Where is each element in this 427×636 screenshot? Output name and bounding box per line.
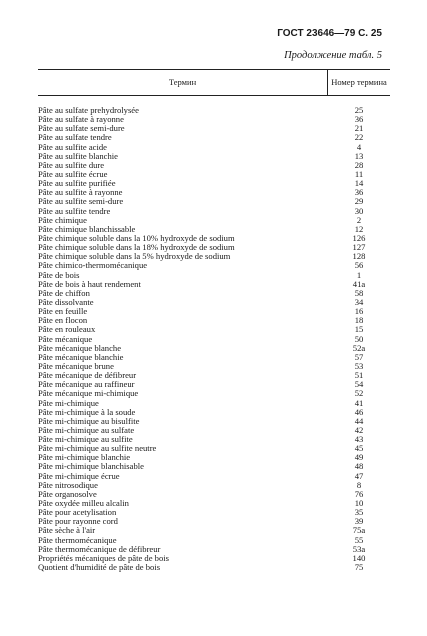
- term-number-cell: 54: [354, 379, 364, 390]
- term-number-cell: 29: [354, 196, 364, 207]
- term-cell: Pâte organosolve: [38, 489, 97, 499]
- term-number-cell: 76: [354, 488, 364, 499]
- term-cell: Pâte mécanique blanchie: [38, 352, 124, 362]
- term-cell: Pâte nitrosodique: [38, 480, 98, 490]
- term-cell: Pâte mécanique au raffineur: [38, 380, 135, 390]
- term-cell: Pâte mi-chimique au sulfite: [38, 435, 133, 445]
- term-cell: Pâte sèche à l'air: [38, 526, 96, 536]
- table-row: [38, 453, 390, 462]
- table-row: [38, 188, 390, 197]
- term-number-cell: 50: [354, 333, 364, 344]
- term-cell: Pâte au sulfite tendre: [38, 206, 111, 216]
- term-number-cell: 46: [354, 406, 364, 417]
- term-number-cell: 55: [354, 534, 364, 545]
- table-row: [38, 526, 390, 535]
- term-cell: Pâte mi-chimique: [38, 398, 99, 408]
- table-row: [38, 371, 390, 380]
- table-row: [38, 362, 390, 371]
- term-number-cell: 1: [356, 269, 362, 280]
- table-row: [38, 152, 390, 161]
- table-row: [38, 234, 390, 243]
- table-row: [38, 389, 390, 398]
- term-cell: Pâte au sulfite blanchie: [38, 151, 118, 161]
- term-cell: Pâte chimique soluble dans la 5% hydroxyde de sodium: [38, 252, 231, 262]
- term-cell: Pâte mi-chimique blanchie: [38, 453, 131, 463]
- term-number-cell: 126: [352, 232, 366, 243]
- term-cell: Pâte mécanique mi-chimique: [38, 389, 139, 399]
- term-number-cell: 30: [354, 205, 364, 216]
- term-cell: Pâte mi-chimique écrue: [38, 471, 120, 481]
- term-number-cell: 140: [352, 552, 366, 563]
- term-number-cell: 25: [354, 105, 364, 115]
- term-cell: Pâte thermomécanique: [38, 535, 117, 545]
- table-row: [38, 170, 390, 179]
- term-cell: Pâte oxydée milleu alcalin: [38, 499, 129, 509]
- term-cell: Pâte mécanique brune: [38, 361, 114, 371]
- term-number-cell: 75: [354, 562, 364, 573]
- table-row: [38, 353, 390, 362]
- term-cell: Pâte mi-chimique au bisulfite: [38, 416, 140, 426]
- term-cell: Pâte pour rayonne cord: [38, 517, 118, 527]
- term-cell: Propriétés mécaniques de pâte de bois: [38, 553, 170, 563]
- table-row: [38, 207, 390, 216]
- term-number-cell: 47: [354, 470, 364, 481]
- table-row: [38, 143, 390, 152]
- table-row: [38, 225, 390, 234]
- term-cell: Pâte mécanique: [38, 334, 93, 344]
- table-row: [38, 508, 390, 517]
- term-number-cell: 13: [354, 150, 364, 161]
- table-row: [38, 481, 390, 490]
- table-row: [38, 344, 390, 353]
- table-row: [38, 435, 390, 444]
- term-cell: Pâte au sulfite écrue: [38, 169, 108, 179]
- term-number-cell: 39: [354, 516, 364, 527]
- table-row: [38, 380, 390, 389]
- table-row: [38, 490, 390, 499]
- term-cell: Pâte au sulfate tendre: [38, 133, 112, 143]
- term-number-cell: 127: [352, 242, 366, 253]
- term-number-cell: 16: [354, 306, 364, 317]
- term-cell: Pâte en rouleaux: [38, 325, 96, 335]
- term-cell: Pâte mi-chimique blanchisable: [38, 462, 144, 472]
- table-row: [38, 545, 390, 554]
- term-cell: Pâte chimique: [38, 215, 87, 225]
- table-row: [38, 472, 390, 481]
- term-number-cell: 45: [354, 443, 364, 454]
- table-row: [38, 462, 390, 471]
- term-number-cell: 53a: [352, 543, 366, 554]
- term-number-cell: 42: [354, 424, 364, 435]
- term-number-cell: 21: [354, 123, 364, 134]
- term-cell: Pâte mi-chimique au sulfate: [38, 425, 135, 435]
- term-number-cell: 75a: [352, 525, 366, 536]
- term-number-cell: 18: [354, 315, 364, 326]
- table-row: [38, 444, 390, 453]
- term-number-cell: 53: [354, 360, 364, 371]
- term-cell: Pâte chimique blanchissable: [38, 224, 136, 234]
- term-number-cell: 52a: [352, 342, 366, 353]
- terms-table: [38, 69, 390, 573]
- table-row: [38, 517, 390, 526]
- term-number-cell: 22: [354, 132, 364, 143]
- term-number-cell: 57: [354, 351, 364, 362]
- term-cell: Pâte de bois: [38, 270, 80, 280]
- term-number-cell: 12: [354, 223, 364, 234]
- term-number-cell: 11: [354, 168, 364, 179]
- term-number-cell: 28: [354, 159, 364, 170]
- term-number-cell: 36: [354, 187, 364, 198]
- table-row: [38, 271, 390, 280]
- term-cell: Pâte thermomécanique de défibreur: [38, 544, 161, 554]
- table-row: [38, 243, 390, 252]
- term-cell: Quotient d'humidité de pâte de bois: [38, 563, 161, 573]
- table-row: [38, 316, 390, 325]
- term-cell: Pâte dissolvante: [38, 297, 94, 307]
- term-number-cell: 10: [354, 498, 364, 509]
- term-cell: Pâte au sulfite semi-dure: [38, 197, 124, 207]
- term-number-cell: 52: [354, 388, 364, 399]
- term-number-cell: 36: [354, 114, 364, 125]
- term-number-cell: 41a: [352, 278, 366, 289]
- table-header: [38, 70, 390, 96]
- table-row: [38, 554, 390, 563]
- term-number-cell: 15: [354, 324, 364, 335]
- term-number-cell: 49: [354, 452, 364, 463]
- term-cell: Pâte mi-chimique à la soude: [38, 407, 136, 417]
- table-row: [38, 289, 390, 298]
- table-body: [38, 106, 390, 572]
- table-row: [38, 261, 390, 270]
- term-cell: Pâte mi-chimique au sulfite neutre: [38, 444, 157, 454]
- table-row: [38, 197, 390, 206]
- table-row: [38, 161, 390, 170]
- table-row: [38, 408, 390, 417]
- table-row: [38, 216, 390, 225]
- term-cell: Pâte au sulfite dure: [38, 160, 105, 170]
- table-row: [38, 252, 390, 261]
- term-number-cell: 48: [354, 461, 364, 472]
- table-row: [38, 536, 390, 545]
- term-cell: Pâte chimico-thermomécanique: [38, 261, 148, 271]
- table-row: [38, 426, 390, 435]
- table-row: [38, 563, 390, 572]
- table-row: [38, 417, 390, 426]
- term-number-cell: 41: [354, 397, 364, 408]
- term-cell: Pâte de bois à haut rendement: [38, 279, 141, 289]
- table-row: [38, 280, 390, 289]
- term-cell: Pâte en feuille: [38, 307, 88, 317]
- term-cell: Pâte au sulfate à rayonne: [38, 115, 124, 125]
- term-cell: Pâte chimique soluble dans la 10% hydroxyde de sodium: [38, 233, 235, 243]
- table-row: [38, 499, 390, 508]
- table-row: [38, 124, 390, 133]
- term-cell: Pâte au sulfate prehydrolysée: [38, 106, 139, 115]
- term-number-cell: 34: [354, 296, 364, 307]
- table-row: [38, 307, 390, 316]
- term-cell: Pâte pour acetylisation: [38, 508, 117, 518]
- term-cell: Pâte en flocon: [38, 316, 88, 326]
- table-row: [38, 298, 390, 307]
- table-row: [38, 335, 390, 344]
- term-cell: Pâte mécanique blanche: [38, 343, 122, 353]
- term-cell: Pâte au sulfite purifiée: [38, 179, 116, 189]
- term-number-cell: 43: [354, 434, 364, 445]
- term-cell: Pâte au sulfate semi-dure: [38, 124, 125, 134]
- term-number-cell: 8: [356, 479, 362, 490]
- term-number-cell: 58: [354, 287, 364, 298]
- table-row: [38, 115, 390, 124]
- term-number-cell: 56: [354, 260, 364, 271]
- term-cell: Pâte de chiffon: [38, 288, 90, 298]
- term-cell: Pâte au sulfite à rayonne: [38, 188, 123, 198]
- column-header-number: Номер термина: [331, 77, 387, 87]
- term-number-cell: 2: [356, 214, 362, 225]
- page-header: ГОСТ 23646—79 С. 25: [277, 28, 382, 39]
- term-cell: Pâte chimique soluble dans la 18% hydroxyde de sodium: [38, 243, 235, 253]
- term-number-cell: 44: [354, 415, 364, 426]
- term-number-cell: 128: [352, 251, 366, 262]
- column-header-term: Термин: [38, 70, 328, 95]
- table-row: [38, 133, 390, 142]
- term-number-cell: 4: [356, 141, 362, 152]
- table-row: [38, 179, 390, 188]
- term-cell: Pâte au sulfite acide: [38, 142, 107, 152]
- table-row: [38, 325, 390, 334]
- term-cell: Pâte mécanique de défibreur: [38, 371, 137, 381]
- table-continuation-label: Продолжение табл. 5: [284, 50, 382, 61]
- table-row: [38, 106, 390, 115]
- term-number-cell: 35: [354, 507, 364, 518]
- table-row: [38, 399, 390, 408]
- term-number-cell: 14: [354, 178, 364, 189]
- term-number-cell: 51: [354, 370, 364, 381]
